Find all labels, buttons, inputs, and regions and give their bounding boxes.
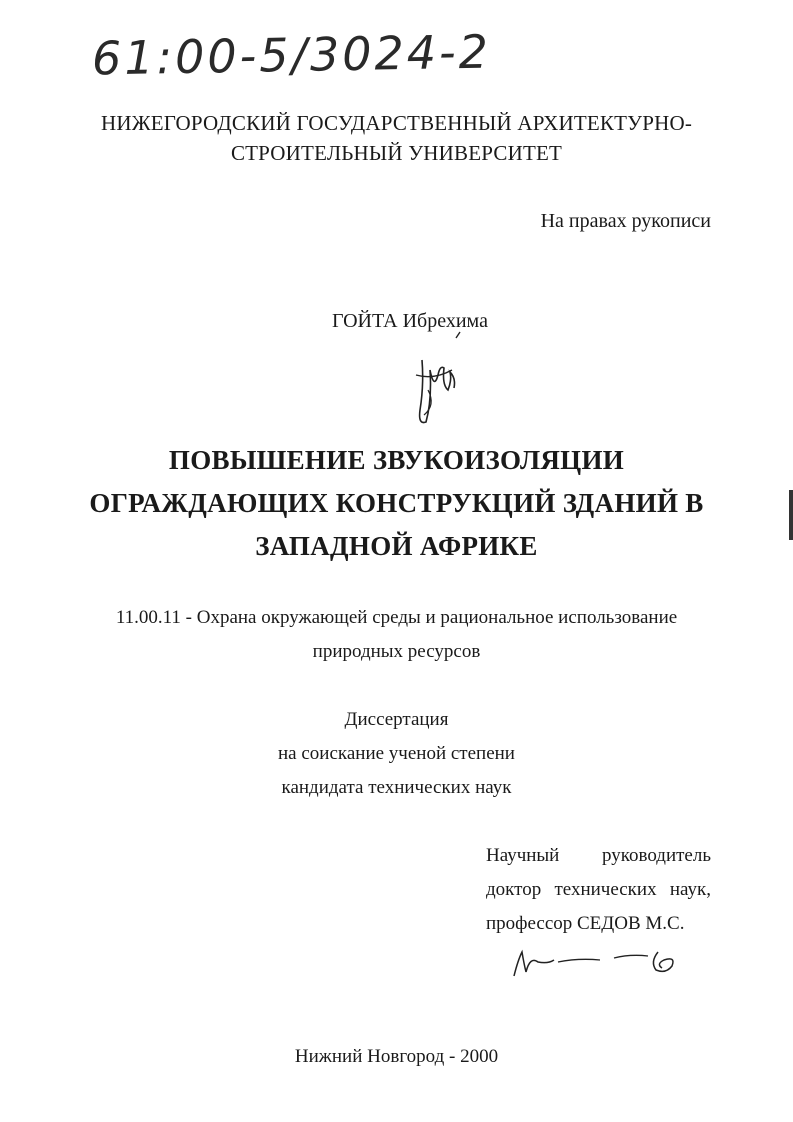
advisor-line1 [486,845,711,867]
advisor-signature [508,942,688,982]
thesis-title-line1: ПОВЫШЕНИЕ ЗВУКОИЗОЛЯЦИИ [168,445,625,475]
degree-line1: Диссертация [344,709,449,730]
author-signature [404,330,474,430]
degree-line2: на соискание ученой степени [278,743,515,764]
manuscript-rights-note: На правах рукописи [540,210,711,232]
advisor-line3: профессор СЕДОВ М.С. [486,913,685,934]
degree-line3: кандидата технических наук [281,777,512,798]
university-name-line1: НИЖЕГОРОДСКИЙ ГОСУДАРСТВЕННЫЙ АРХИТЕКТУРНО- [100,111,693,135]
thesis-title-line3: ЗАПАДНОЙ АФРИКЕ [255,531,538,561]
author-name: ГОЙТА Ибрехима [332,310,488,332]
advisor-line2-word2: технических [554,879,657,900]
scan-edge-mark [789,490,793,540]
specialty-line1: 11.00.11 - Охрана окружающей среды и рациональное использование [115,607,678,628]
advisor-line2-word1: доктор [486,879,542,900]
advisor-line2-word3: наук, [669,879,711,900]
university-name-line2: СТРОИТЕЛЬНЫЙ УНИВЕРСИТЕТ [230,141,563,165]
city-year: Нижний Новгород - 2000 [294,1046,499,1067]
advisor-line1-word2: руководитель [601,845,711,866]
handwritten-archive-code: 61:00-5/3024-2 [91,24,492,86]
advisor-line2 [486,879,711,901]
specialty-line2: природных ресурсов [312,641,481,662]
advisor-line1-word1: Научный [486,845,560,866]
thesis-title-line2: ОГРАЖДАЮЩИХ КОНСТРУКЦИЙ ЗДАНИЙ В [89,488,704,518]
